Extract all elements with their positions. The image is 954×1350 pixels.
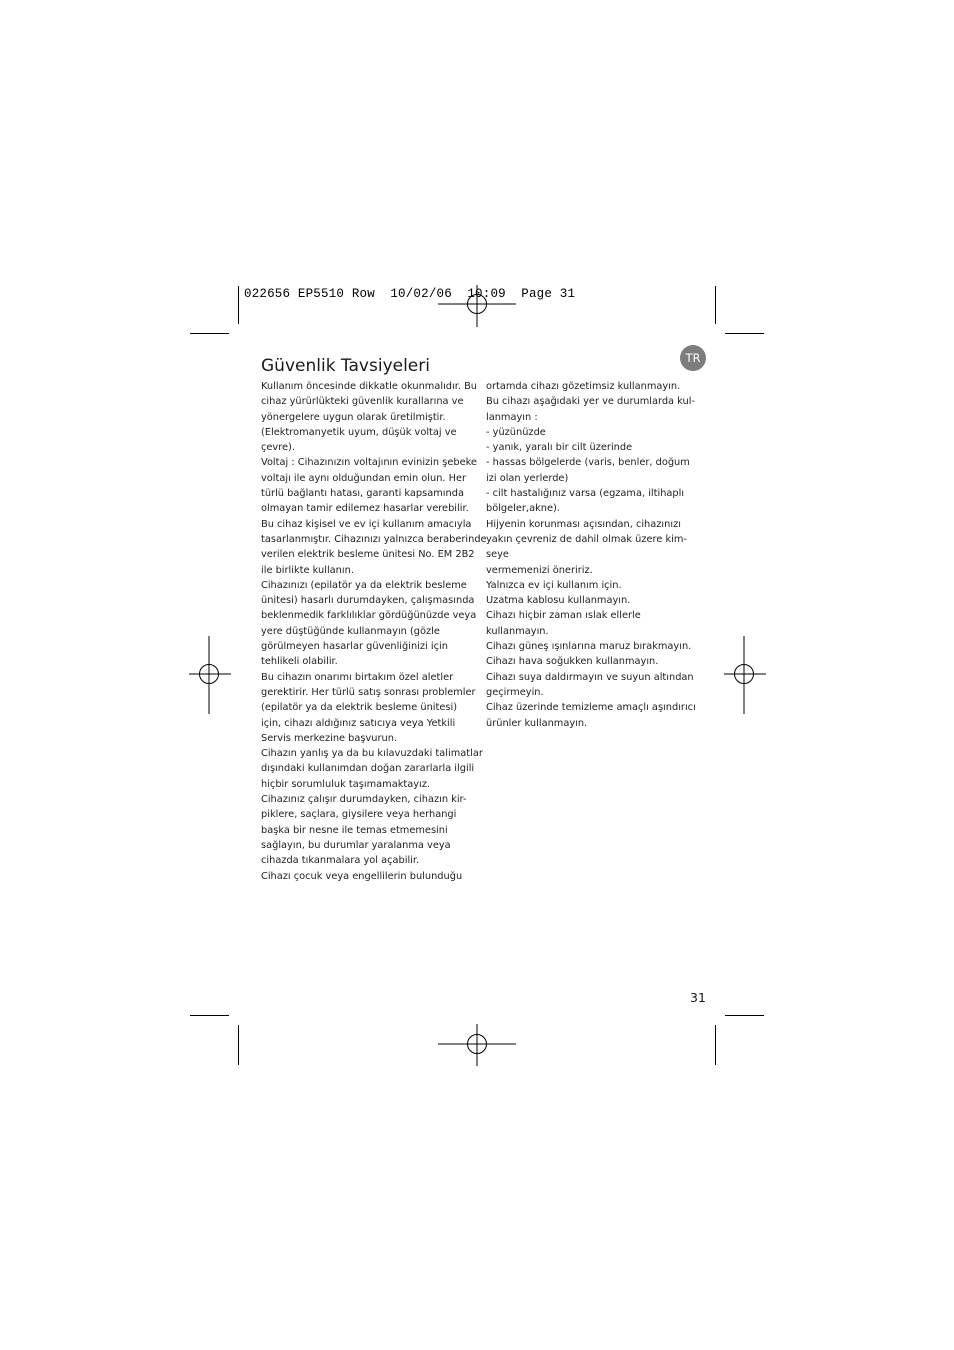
text-line: dışındaki kullanımdan doğan zararlarla ilgili: [261, 763, 475, 775]
text-line: vermemenizi öneririz.: [486, 564, 593, 576]
text-line: geçirmeyin.: [486, 686, 544, 698]
text-line: ile birlikte kullanın.: [261, 564, 354, 576]
text-line: Voltaj : Cihazınızın voltajının evinizin şebeke: [261, 457, 477, 469]
text-line: cihazda tıkanmalara yol açabilir.: [261, 855, 420, 867]
text-line: - hassas bölgelerde (varis, benler, doğum: [486, 457, 690, 469]
text-line: piklere, saçlara, giysilere veya herhangi: [261, 809, 457, 821]
text-line: Bu cihaz kişisel ve ev içi kullanım amacıyla: [261, 518, 472, 530]
text-line: tehlikeli olabilir.: [261, 656, 338, 668]
crop-mark-bottom-left-horizontal: [190, 1015, 229, 1016]
crop-mark-bottom-right-horizontal: [725, 1015, 764, 1016]
text-line: ünitesi) hasarlı durumdayken, çalışmasında: [261, 595, 475, 607]
text-line: Cihazı güneş ışınlarına maruz bırakmayın.: [486, 641, 692, 653]
text-line: Cihazı çocuk veya engellilerin bulunduğu: [261, 870, 463, 882]
text-line: Cihazınız çalışır durumdayken, cihazın kir-: [261, 794, 467, 806]
print-slug: 022656 EP5510 Row 10/02/06 10:09 Page 31: [244, 287, 576, 301]
crop-mark-top-left-vertical: [238, 286, 239, 324]
language-badge: TR: [680, 345, 706, 371]
text-line: türlü bağlantı hatası, garanti kapsamında: [261, 488, 464, 500]
text-line: görülmeyen hasarlar güvenliğinizi için: [261, 641, 448, 653]
text-line: bölgeler,akne).: [486, 503, 560, 515]
text-line: Bu cihazı aşağıdaki yer ve durumlarda kul-: [486, 396, 695, 408]
text-line: verilen elektrik besleme ünitesi No. EM 2B2: [261, 549, 475, 561]
text-line: başka bir nesne ile temas etmemesini: [261, 824, 448, 836]
text-line: - cilt hastalığınız varsa (egzama, iltihaplı: [486, 488, 685, 500]
text-line: için, cihazı aldığınız satıcıya veya Yetkili: [261, 717, 456, 729]
text-column-left: [261, 379, 487, 884]
text-line: lanmayın :: [486, 411, 538, 423]
crop-mark-top-left-horizontal: [190, 333, 229, 334]
text-line: kullanmayın.: [486, 625, 549, 637]
page-number: 31: [690, 990, 706, 1005]
text-column-right: [486, 379, 701, 731]
text-line: Cihazı hava soğukken kullanmayın.: [486, 656, 659, 668]
text-line: ortamda cihazı gözetimsiz kullanmayın.: [486, 381, 681, 392]
text-line: Hijyenin korunması açısından, cihazınızı: [486, 518, 681, 530]
text-line: Servis merkezine başvurun.: [261, 732, 398, 744]
text-line: olmayan tamir edilemez hasarlar verebilir.: [261, 503, 469, 515]
text-line: hiçbir sorumluluk taşımamaktayız.: [261, 778, 430, 790]
text-line: yere düştüğünde kullanmayın (gözle: [261, 625, 440, 637]
text-line: - yanık, yaralı bir cilt üzerinde: [486, 442, 633, 454]
text-line: sağlayın, bu durumlar yaralanma veya: [261, 839, 451, 851]
crop-mark-bottom-right-vertical: [715, 1025, 716, 1065]
page-title: Güvenlik Tavsiyeleri: [261, 356, 430, 376]
text-line: (epilatör ya da elektrik besleme ünitesi): [261, 702, 458, 714]
text-line: Cihazı suya daldırmayın ve suyun altından: [486, 671, 694, 683]
text-line: voltajı ile aynı olduğundan emin olun. Her: [261, 472, 467, 484]
text-line: yakın çevreniz de dahil olmak üzere kim-: [486, 533, 687, 545]
crop-mark-bottom-left-vertical: [238, 1025, 239, 1065]
text-line: Cihazı hiçbir zaman ıslak ellerle: [486, 610, 641, 622]
text-line: ürünler kullanmayın.: [486, 717, 588, 729]
registration-mark-bottom-icon: [438, 1024, 516, 1066]
text-line: Kullanım öncesinde dikkatle okunmalıdır. Bu: [261, 381, 478, 392]
text-line: Bu cihazın onarımı birtakım özel aletler: [261, 671, 454, 683]
text-line: tasarlanmıştır. Cihazınızı yalnızca beraberinde: [261, 533, 487, 545]
text-line: cihaz yürürlükteki güvenlik kurallarına ve: [261, 396, 464, 408]
text-line: Cihazınızı (epilatör ya da elektrik besleme: [261, 579, 467, 591]
text-line: çevre).: [261, 442, 295, 454]
text-line: izi olan yerlerde): [486, 472, 569, 484]
text-line: yönergelere uygun olarak üretilmiştir.: [261, 411, 446, 423]
registration-mark-right-icon: [724, 636, 766, 714]
crop-mark-top-right-horizontal: [725, 333, 764, 334]
crop-mark-top-right-vertical: [715, 286, 716, 324]
text-line: seye: [486, 549, 509, 561]
text-line: beklenmedik farklılıklar gördüğünüzde veya: [261, 610, 477, 622]
text-line: - yüzünüzde: [486, 426, 546, 438]
text-line: Uzatma kablosu kullanmayın.: [486, 595, 631, 607]
text-line: Cihaz üzerinde temizleme amaçlı aşındırıcı: [486, 702, 696, 714]
registration-mark-left-icon: [189, 636, 231, 714]
text-line: Yalnızca ev içi kullanım için.: [486, 579, 622, 591]
text-line: Cihazın yanlış ya da bu kılavuzdaki talimatlar: [261, 748, 483, 760]
text-line: gerektirir. Her türlü satış sonrası problemler: [261, 686, 476, 698]
text-line: (Elektromanyetik uyum, düşük voltaj ve: [261, 426, 457, 438]
